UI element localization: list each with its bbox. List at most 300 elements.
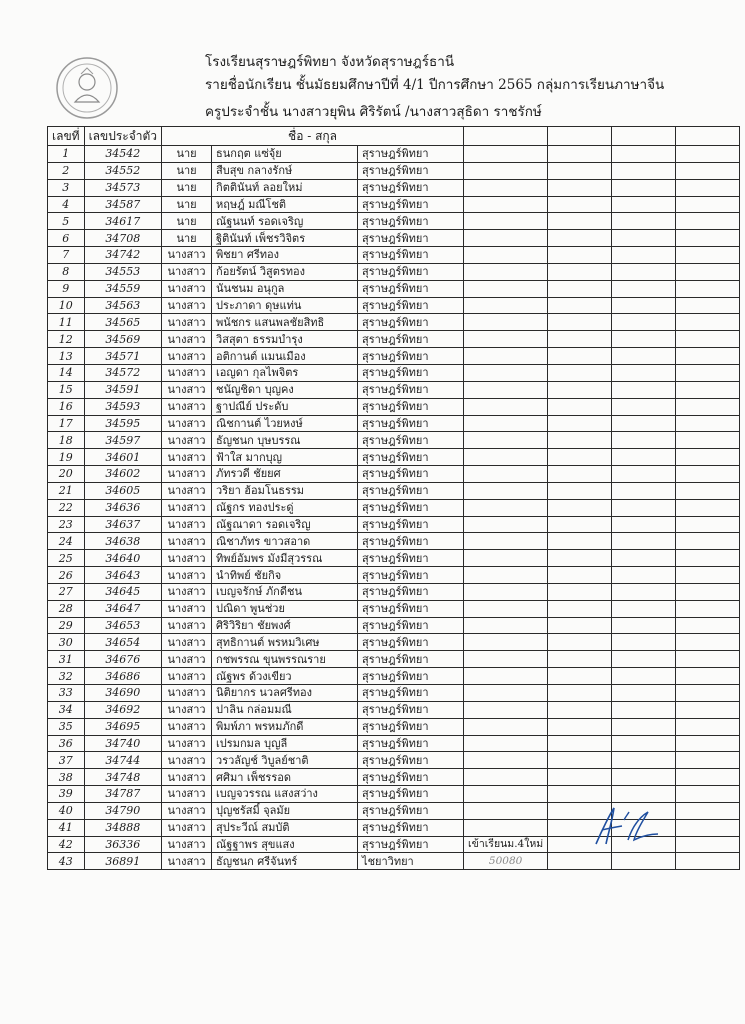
blank-cell — [676, 381, 740, 398]
note-cell — [464, 769, 548, 786]
blank-cell — [676, 196, 740, 213]
blank-cell — [612, 381, 676, 398]
blank-cell — [676, 516, 740, 533]
col-header-id: เลขประจำตัว — [84, 127, 161, 146]
student-title: นางสาว — [162, 364, 212, 381]
note-cell — [464, 213, 548, 230]
student-id: 34888 — [84, 819, 161, 836]
student-name: ศศิมา เพ็ชรรอด — [212, 769, 358, 786]
student-id: 34591 — [84, 381, 161, 398]
student-title: นางสาว — [162, 718, 212, 735]
note-cell — [464, 297, 548, 314]
student-title: นางสาว — [162, 263, 212, 280]
student-id: 34643 — [84, 567, 161, 584]
student-number: 10 — [48, 297, 85, 314]
blank-cell — [548, 263, 612, 280]
note-cell — [464, 668, 548, 685]
student-title: นางสาว — [162, 533, 212, 550]
table-row — [48, 381, 740, 398]
student-title: นางสาว — [162, 280, 212, 297]
student-name: กิตตินันท์ ลอยใหม่ — [212, 179, 358, 196]
table-row — [48, 348, 740, 365]
student-id: 34559 — [84, 280, 161, 297]
blank-cell — [548, 415, 612, 432]
student-name: พิมพ์ภา พรหมภักดี — [212, 718, 358, 735]
previous-school: สุราษฎร์พิทยา — [358, 466, 464, 483]
blank-cell — [676, 297, 740, 314]
student-title: นางสาว — [162, 802, 212, 819]
student-number: 19 — [48, 449, 85, 466]
blank-cell — [548, 651, 612, 668]
student-number: 28 — [48, 600, 85, 617]
blank-cell — [676, 836, 740, 853]
note-cell — [464, 415, 548, 432]
blank-cell — [676, 701, 740, 718]
student-name: ธนกฤต แซ่จุ้ย — [212, 146, 358, 163]
note-cell — [464, 398, 548, 415]
blank-cell — [676, 247, 740, 264]
table-row — [48, 735, 740, 752]
blank-cell — [548, 213, 612, 230]
blank-cell — [612, 583, 676, 600]
blank-cell — [612, 466, 676, 483]
blank-cell — [676, 550, 740, 567]
blank-cell — [676, 499, 740, 516]
table-row — [48, 263, 740, 280]
table-row — [48, 499, 740, 516]
student-id: 34637 — [84, 516, 161, 533]
blank-cell — [676, 162, 740, 179]
student-id: 34597 — [84, 432, 161, 449]
student-id: 34708 — [84, 230, 161, 247]
blank-cell — [548, 617, 612, 634]
student-id: 34605 — [84, 482, 161, 499]
student-title: นางสาว — [162, 297, 212, 314]
student-id: 34645 — [84, 583, 161, 600]
student-name: ณัฐนนท์ รอดเจริญ — [212, 213, 358, 230]
blank-cell — [612, 533, 676, 550]
student-name: ปาลิน กล่อมมณี — [212, 701, 358, 718]
blank-cell — [548, 314, 612, 331]
previous-school: สุราษฎร์พิทยา — [358, 836, 464, 853]
student-title: นางสาว — [162, 567, 212, 584]
student-title: นางสาว — [162, 348, 212, 365]
blank-cell — [676, 752, 740, 769]
note-cell — [464, 348, 548, 365]
student-number: 27 — [48, 583, 85, 600]
student-title: นาย — [162, 179, 212, 196]
blank-cell — [612, 263, 676, 280]
table-row — [48, 179, 740, 196]
student-name: ทิพย์อัมพร มังมีสุวรรณ — [212, 550, 358, 567]
student-name: วรวลัญช์ วิบูลย์ชาติ — [212, 752, 358, 769]
student-id: 34602 — [84, 466, 161, 483]
blank-cell — [612, 179, 676, 196]
student-id: 34686 — [84, 668, 161, 685]
student-title: นางสาว — [162, 701, 212, 718]
student-name: ฐาปณีย์ ประดับ — [212, 398, 358, 415]
student-title: นาย — [162, 213, 212, 230]
student-id: 34595 — [84, 415, 161, 432]
table-row — [48, 617, 740, 634]
blank-cell — [612, 685, 676, 702]
student-number: 25 — [48, 550, 85, 567]
blank-cell — [676, 802, 740, 819]
blank-cell — [548, 449, 612, 466]
blank-cell — [548, 685, 612, 702]
blank-cell — [548, 146, 612, 163]
previous-school: สุราษฎร์พิทยา — [358, 819, 464, 836]
blank-cell — [676, 331, 740, 348]
student-number: 21 — [48, 482, 85, 499]
student-id: 34569 — [84, 331, 161, 348]
student-number: 9 — [48, 280, 85, 297]
table-row — [48, 466, 740, 483]
student-name: นันชนม อนุกูล — [212, 280, 358, 297]
student-title: นางสาว — [162, 583, 212, 600]
signature-icon — [592, 800, 662, 850]
note-cell — [464, 634, 548, 651]
blank-cell — [548, 533, 612, 550]
blank-cell — [548, 583, 612, 600]
blank-cell — [548, 466, 612, 483]
note-cell — [464, 230, 548, 247]
col-header-blank — [612, 127, 676, 146]
blank-cell — [612, 482, 676, 499]
blank-cell — [676, 600, 740, 617]
student-name: ณิชกานต์ ไวยหงษ์ — [212, 415, 358, 432]
student-title: นางสาว — [162, 449, 212, 466]
note-cell — [464, 718, 548, 735]
table-row — [48, 685, 740, 702]
blank-cell — [676, 718, 740, 735]
table-row — [48, 364, 740, 381]
student-id: 34695 — [84, 718, 161, 735]
blank-cell — [612, 230, 676, 247]
student-number: 8 — [48, 263, 85, 280]
homeroom-teachers: ครูประจำชั้น นางสาวยุพิน ศิริรัตน์ /นางสาวสุธิดา ราชรักษ์ — [205, 104, 542, 120]
blank-cell — [612, 196, 676, 213]
student-title: นางสาว — [162, 617, 212, 634]
blank-cell — [676, 280, 740, 297]
blank-cell — [612, 701, 676, 718]
previous-school: สุราษฎร์พิทยา — [358, 617, 464, 634]
previous-school: สุราษฎร์พิทยา — [358, 449, 464, 466]
table-header-row — [48, 127, 740, 146]
previous-school: สุราษฎร์พิทยา — [358, 567, 464, 584]
student-title: นางสาว — [162, 482, 212, 499]
previous-school: สุราษฎร์พิทยา — [358, 701, 464, 718]
student-number: 18 — [48, 432, 85, 449]
previous-school: สุราษฎร์พิทยา — [358, 685, 464, 702]
col-header-name: ชื่อ - สกุล — [162, 127, 464, 146]
student-name: ฟ้าใส มากบุญ — [212, 449, 358, 466]
previous-school: สุราษฎร์พิทยา — [358, 314, 464, 331]
blank-cell — [548, 348, 612, 365]
school-title: โรงเรียนสุราษฎร์พิทยา จังหวัดสุราษฎร์ธานี — [205, 54, 455, 70]
blank-cell — [548, 247, 612, 264]
student-name: นิติยากร นวลศรีทอง — [212, 685, 358, 702]
blank-cell — [548, 196, 612, 213]
student-id: 34617 — [84, 213, 161, 230]
note-cell — [464, 381, 548, 398]
student-title: นางสาว — [162, 247, 212, 264]
student-number: 43 — [48, 853, 85, 870]
student-name: ประภาดา ดุษแท่น — [212, 297, 358, 314]
table-row — [48, 247, 740, 264]
previous-school: สุราษฎร์พิทยา — [358, 162, 464, 179]
blank-cell — [612, 752, 676, 769]
previous-school: สุราษฎร์พิทยา — [358, 280, 464, 297]
table-row — [48, 230, 740, 247]
student-roster-table — [47, 126, 740, 870]
student-title: นาย — [162, 196, 212, 213]
blank-cell — [548, 381, 612, 398]
blank-cell — [548, 567, 612, 584]
note-cell — [464, 600, 548, 617]
blank-cell — [548, 230, 612, 247]
note-cell — [464, 331, 548, 348]
blank-cell — [676, 263, 740, 280]
blank-cell — [612, 432, 676, 449]
student-name: ณิชาภัทร ขาวสอาด — [212, 533, 358, 550]
blank-cell — [676, 786, 740, 803]
student-title: นางสาว — [162, 752, 212, 769]
student-id: 34744 — [84, 752, 161, 769]
blank-cell — [548, 853, 612, 870]
student-id: 34553 — [84, 263, 161, 280]
student-number: 2 — [48, 162, 85, 179]
blank-cell — [676, 668, 740, 685]
blank-cell — [548, 482, 612, 499]
student-title: นางสาว — [162, 836, 212, 853]
student-title: นาย — [162, 230, 212, 247]
student-title: นางสาว — [162, 634, 212, 651]
blank-cell — [548, 550, 612, 567]
blank-cell — [548, 769, 612, 786]
table-row — [48, 533, 740, 550]
student-title: นางสาว — [162, 786, 212, 803]
blank-cell — [676, 685, 740, 702]
student-name: เปรมกมล บุญลี — [212, 735, 358, 752]
student-number: 22 — [48, 499, 85, 516]
note-cell — [464, 701, 548, 718]
note-cell — [464, 617, 548, 634]
table-row — [48, 415, 740, 432]
previous-school: สุราษฎร์พิทยา — [358, 432, 464, 449]
note-cell — [464, 583, 548, 600]
student-id: 34748 — [84, 769, 161, 786]
student-id: 34690 — [84, 685, 161, 702]
note-cell — [464, 786, 548, 803]
blank-cell — [612, 449, 676, 466]
blank-cell — [676, 482, 740, 499]
student-name: ณัฐณาดา รอดเจริญ — [212, 516, 358, 533]
student-id: 34593 — [84, 398, 161, 415]
student-title: นาย — [162, 162, 212, 179]
previous-school: สุราษฎร์พิทยา — [358, 516, 464, 533]
previous-school: สุราษฎร์พิทยา — [358, 550, 464, 567]
blank-cell — [676, 617, 740, 634]
blank-cell — [612, 516, 676, 533]
blank-cell — [548, 718, 612, 735]
stamp-number: 50080 — [488, 854, 523, 867]
student-title: นางสาว — [162, 398, 212, 415]
student-id: 36891 — [84, 853, 161, 870]
col-header-no: เลขที่ — [48, 127, 85, 146]
student-id: 34542 — [84, 146, 161, 163]
student-title: นางสาว — [162, 735, 212, 752]
blank-cell — [612, 567, 676, 584]
blank-cell — [612, 499, 676, 516]
student-number: 40 — [48, 802, 85, 819]
student-name: พนัชกร แสนพลชัยสิทธิ — [212, 314, 358, 331]
student-id: 34654 — [84, 634, 161, 651]
note-cell — [464, 280, 548, 297]
blank-cell — [676, 819, 740, 836]
note-cell — [464, 466, 548, 483]
student-id: 34563 — [84, 297, 161, 314]
note-cell — [464, 263, 548, 280]
blank-cell — [548, 364, 612, 381]
blank-cell — [676, 449, 740, 466]
student-name: สืบสุข กลางรักษ์ — [212, 162, 358, 179]
student-number: 17 — [48, 415, 85, 432]
roster-body — [48, 146, 740, 870]
student-name: สุประวีณ์ สมบัติ — [212, 819, 358, 836]
previous-school: สุราษฎร์พิทยา — [358, 398, 464, 415]
previous-school: สุราษฎร์พิทยา — [358, 348, 464, 365]
previous-school: สุราษฎร์พิทยา — [358, 381, 464, 398]
blank-cell — [612, 314, 676, 331]
blank-cell — [676, 735, 740, 752]
blank-cell — [676, 853, 740, 870]
student-number: 34 — [48, 701, 85, 718]
blank-cell — [612, 162, 676, 179]
blank-cell — [676, 364, 740, 381]
note-cell — [464, 449, 548, 466]
table-row — [48, 482, 740, 499]
student-title: นางสาว — [162, 651, 212, 668]
student-id: 34790 — [84, 802, 161, 819]
student-number: 30 — [48, 634, 85, 651]
student-title: นางสาว — [162, 769, 212, 786]
student-number: 39 — [48, 786, 85, 803]
student-number: 41 — [48, 819, 85, 836]
blank-cell — [548, 179, 612, 196]
previous-school: สุราษฎร์พิทยา — [358, 146, 464, 163]
blank-cell — [548, 297, 612, 314]
student-title: นางสาว — [162, 499, 212, 516]
table-row — [48, 398, 740, 415]
student-name: ศิริวิริยา ชัยพงศ์ — [212, 617, 358, 634]
blank-cell — [676, 314, 740, 331]
student-title: นางสาว — [162, 550, 212, 567]
table-row — [48, 162, 740, 179]
student-name: ณัฐฐาพร สุขแสง — [212, 836, 358, 853]
blank-cell — [548, 499, 612, 516]
col-header-blank — [548, 127, 612, 146]
blank-cell — [612, 398, 676, 415]
blank-cell — [548, 634, 612, 651]
table-row — [48, 583, 740, 600]
student-name: พิชยา ศรีทอง — [212, 247, 358, 264]
previous-school: สุราษฎร์พิทยา — [358, 651, 464, 668]
blank-cell — [548, 398, 612, 415]
student-number: 23 — [48, 516, 85, 533]
student-number: 11 — [48, 314, 85, 331]
student-title: นางสาว — [162, 432, 212, 449]
blank-cell — [548, 280, 612, 297]
student-name: อติกานต์ แมนเมือง — [212, 348, 358, 365]
student-name: ณัฐพร ด้วงเขียว — [212, 668, 358, 685]
table-row — [48, 516, 740, 533]
blank-cell — [612, 213, 676, 230]
student-number: 12 — [48, 331, 85, 348]
previous-school: สุราษฎร์พิทยา — [358, 179, 464, 196]
col-header-blank — [464, 127, 548, 146]
student-name: ปณิดา พูนช่วย — [212, 600, 358, 617]
student-number: 1 — [48, 146, 85, 163]
blank-cell — [548, 331, 612, 348]
blank-cell — [612, 600, 676, 617]
table-row — [48, 752, 740, 769]
student-name: วริยา ฮ้อมโนธรรม — [212, 482, 358, 499]
table-row — [48, 432, 740, 449]
student-title: นางสาว — [162, 466, 212, 483]
student-name: ภัทรวดี ชัยยศ — [212, 466, 358, 483]
previous-school: สุราษฎร์พิทยา — [358, 583, 464, 600]
blank-cell — [612, 853, 676, 870]
blank-cell — [676, 230, 740, 247]
blank-cell — [548, 752, 612, 769]
table-row — [48, 634, 740, 651]
table-row — [48, 701, 740, 718]
student-id: 34653 — [84, 617, 161, 634]
note-cell — [464, 533, 548, 550]
previous-school: สุราษฎร์พิทยา — [358, 533, 464, 550]
table-row — [48, 146, 740, 163]
table-row — [48, 314, 740, 331]
table-row — [48, 600, 740, 617]
previous-school: สุราษฎร์พิทยา — [358, 718, 464, 735]
student-name: ชนัญชิดา บุญคง — [212, 381, 358, 398]
student-id: 34638 — [84, 533, 161, 550]
blank-cell — [676, 398, 740, 415]
note-cell — [464, 146, 548, 163]
student-id: 34692 — [84, 701, 161, 718]
blank-cell — [612, 297, 676, 314]
student-id: 34787 — [84, 786, 161, 803]
blank-cell — [612, 348, 676, 365]
student-title: นางสาว — [162, 415, 212, 432]
note-cell — [464, 162, 548, 179]
student-title: นางสาว — [162, 381, 212, 398]
table-row — [48, 280, 740, 297]
blank-cell — [676, 179, 740, 196]
blank-cell — [676, 634, 740, 651]
student-title: นางสาว — [162, 685, 212, 702]
student-number: 4 — [48, 196, 85, 213]
student-name: วิสสุตา ธรรมบำรุง — [212, 331, 358, 348]
previous-school: สุราษฎร์พิทยา — [358, 263, 464, 280]
class-info: รายชื่อนักเรียน ชั้นมัธยมศึกษาปีที่ 4/1 ปีการศึกษา 2565 กลุ่มการเรียนภาษาจีน — [205, 77, 665, 93]
student-name: สุทธิกานต์ พรหมวิเศษ — [212, 634, 358, 651]
note-cell — [464, 802, 548, 819]
table-row — [48, 651, 740, 668]
previous-school: สุราษฎร์พิทยา — [358, 735, 464, 752]
col-header-blank — [676, 127, 740, 146]
